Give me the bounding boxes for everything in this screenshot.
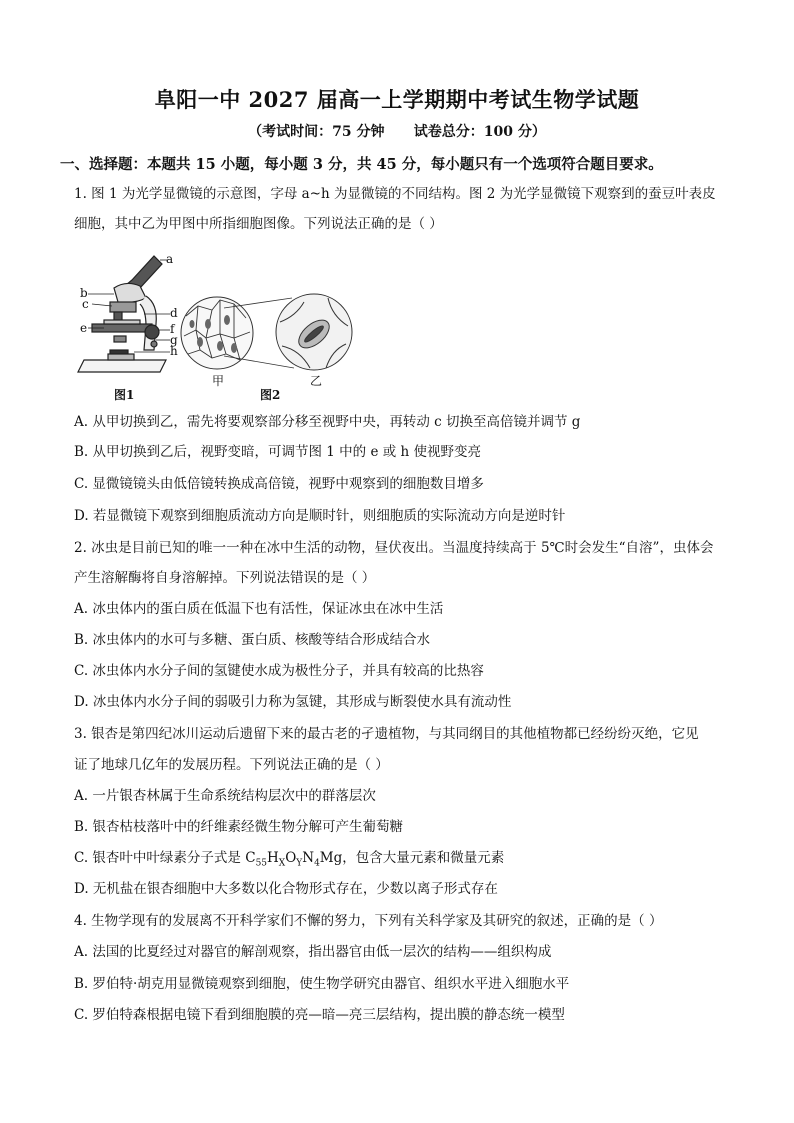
q4-option-b: B. 罗伯特·胡克用显微镜观察到细胞，使生物学研究由器官、组织水平进入细胞水平 (74, 976, 570, 992)
q3-c-o: O (285, 850, 297, 866)
q1-option-b: B. 从甲切换到乙后，视野变暗，可调节图 1 中的 e 或 h 使视野变亮 (74, 444, 482, 460)
q4-option-c: C. 罗伯特森根据电镜下看到细胞膜的亮—暗—亮三层结构，提出膜的静态统一模型 (74, 1007, 565, 1023)
q2-option-d: D. 冰虫体内水分子间的弱吸引力称为氢键，其形成与断裂使水具有流动性 (74, 694, 512, 710)
q2-stem-line1: 2. 冰虫是目前已知的唯一一种在冰中生活的动物，昼伏夜出。当温度持续高于 5℃时会发生“自溶”，虫体会 (74, 540, 714, 556)
cell-view-jia (181, 297, 253, 369)
label-d: d (170, 306, 178, 320)
q1-stem-line1: 1. 图 1 为光学显微镜的示意图，字母 a~h 为显微镜的不同结构。图 2 为光学显微镜下观察到的蚕豆叶表皮 (74, 186, 716, 202)
q1-option-d: D. 若显微镜下观察到细胞质流动方向是顺时针，则细胞质的实际流动方向是逆时针 (74, 508, 566, 524)
q3-c-sub-55: 55 (255, 858, 268, 869)
label-yi: 乙 (310, 374, 323, 388)
q3-option-b: B. 银杏枯枝落叶中的纤维素经微生物分解可产生葡萄糖 (74, 819, 404, 835)
q3-c-post: Mg，包含大量元素和微量元素 (319, 850, 505, 866)
label-a: a (166, 252, 174, 266)
q3-option-a: A. 一片银杏林属于生命系统结构层次中的群落层次 (74, 788, 376, 804)
q4-stem-line1: 4. 生物学现有的发展离不开科学家们不懈的努力，下列有关科学家及其研究的叙述，正确的是（ ） (74, 913, 663, 929)
q2-option-c: C. 冰虫体内水分子间的氢键使水成为极性分子，并具有较高的比热容 (74, 663, 484, 679)
q3-stem-line1: 3. 银杏是第四纪冰川运动后遗留下来的最古老的孑遗植物，与其同纲目的其他植物都已经纷纷灭绝，它见 (74, 726, 699, 742)
label-e: e (80, 321, 88, 335)
q3-option-c (74, 849, 504, 873)
q4-option-a: A. 法国的比夏经过对器官的解剖观察，指出器官由低一层次的结构——组织构成 (74, 944, 552, 960)
q1-stem-line2: 细胞，其中乙为甲图中所指细胞图像。下列说法正确的是（ ） (74, 216, 443, 232)
q1-option-c: C. 显微镜镜头由低倍镜转换成高倍镜，视野中观察到的细胞数目增多 (74, 476, 484, 492)
q3-stem-line2: 证了地球几亿年的发展历程。下列说法正确的是（ ） (74, 757, 389, 773)
q3-c-h: H (267, 850, 279, 866)
label-c: c (82, 297, 89, 311)
section-heading: 一、选择题：本题共 15 小题，每小题 3 分，共 45 分，每小题只有一个选项符合题目要求。 (60, 156, 663, 173)
label-b: b (80, 286, 88, 300)
label-g: g (170, 333, 178, 347)
q3-c-n: N (302, 850, 315, 866)
q2-option-b: B. 冰虫体内的水可与多糖、蛋白质、核酸等结合形成结合水 (74, 632, 431, 648)
q3-option-d: D. 无机盐在银杏细胞中大多数以化合物形式存在，少数以离子形式存在 (74, 881, 498, 897)
q3-c-sub-4: 4 (314, 858, 320, 869)
q2-option-a: A. 冰虫体内的蛋白质在低温下也有活性，保证冰虫在冰中生活 (74, 601, 444, 617)
q2-stem-line2: 产生溶解酶将自身溶解掉。下列说法错误的是（ ） (74, 570, 376, 586)
figure2-caption: 图2 (260, 388, 281, 402)
q3-c-pre: C. 银杏叶中叶绿素分子式是 C (74, 850, 256, 866)
label-f: f (170, 322, 175, 336)
q1-figure (74, 246, 364, 406)
exam-info: （考试时间：75 分钟 试卷总分：100 分） (248, 124, 546, 140)
page-title: 阜阳一中 2027 届高一上学期期中考试生物学试题 (154, 87, 640, 112)
q3-c-sub-x: X (278, 858, 286, 869)
label-h: h (170, 344, 178, 358)
cell-view-yi (276, 294, 352, 370)
label-jia: 甲 (212, 374, 225, 388)
q3-c-sub-y: Y (296, 858, 303, 869)
figure1-caption: 图1 (114, 388, 135, 402)
q1-option-a: A. 从甲切换到乙，需先将要观察部分移至视野中央，再转动 c 切换至高倍镜并调节 g (74, 414, 581, 430)
